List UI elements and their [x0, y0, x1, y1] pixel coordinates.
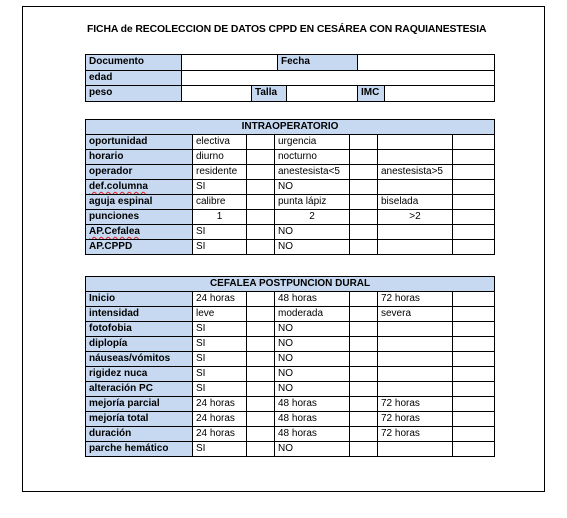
checkbox-cell[interactable] [350, 240, 378, 255]
row-label [86, 412, 193, 427]
checkbox-cell[interactable] [350, 427, 378, 442]
edad-value[interactable] [182, 70, 495, 86]
row-label [86, 135, 193, 150]
row-label-text: aguja espinal [89, 196, 153, 207]
checkbox-cell[interactable] [247, 225, 275, 240]
option-cell [378, 442, 453, 457]
option-cell: calibre [193, 195, 247, 210]
option-cell: biselada [378, 195, 453, 210]
checkbox-cell[interactable] [453, 397, 495, 412]
checkbox-cell[interactable] [453, 412, 495, 427]
row-label-text: intensidad [89, 308, 140, 319]
table-row [86, 240, 495, 255]
option-cell: 48 horas [275, 292, 350, 307]
cefalea-header: CEFALEA POSTPUNCION DURAL [86, 277, 495, 292]
checkbox-cell[interactable] [350, 225, 378, 240]
option-cell [378, 367, 453, 382]
row-label [86, 150, 193, 165]
checkbox-cell[interactable] [247, 195, 275, 210]
imc-label: IMC [358, 86, 384, 101]
option-cell: residente [193, 165, 247, 180]
option-cell: 72 horas [378, 412, 453, 427]
row-label-text: oportunidad [89, 136, 148, 147]
table-row [86, 427, 495, 442]
checkbox-cell[interactable] [247, 180, 275, 195]
row-label-text: fotofobia [89, 323, 132, 334]
checkbox-cell[interactable] [350, 195, 378, 210]
option-cell: SI [193, 240, 247, 255]
checkbox-cell[interactable] [350, 397, 378, 412]
row-label-text: Inicio [89, 293, 116, 304]
table-row [86, 180, 495, 195]
checkbox-cell[interactable] [350, 180, 378, 195]
checkbox-cell[interactable] [247, 382, 275, 397]
table-row [86, 195, 495, 210]
checkbox-cell[interactable] [453, 225, 495, 240]
option-cell: SI [193, 367, 247, 382]
checkbox-cell[interactable] [453, 442, 495, 457]
checkbox-cell[interactable] [247, 412, 275, 427]
checkbox-cell[interactable] [453, 322, 495, 337]
row-label [86, 165, 193, 180]
option-cell: punta lápiz [275, 195, 350, 210]
table-row [86, 412, 495, 427]
option-cell: NO [275, 180, 350, 195]
option-cell [378, 352, 453, 367]
option-cell [378, 382, 453, 397]
document-title: FICHA de RECOLECCION DE DATOS CPPD EN CESÁREA CON RAQUIANESTESIA [87, 24, 487, 35]
table-row [86, 382, 495, 397]
checkbox-cell[interactable] [453, 165, 495, 180]
table-row [86, 352, 495, 367]
intraoperatorio-table [85, 119, 495, 255]
checkbox-cell[interactable] [350, 382, 378, 397]
row-label [86, 240, 193, 255]
table-row [86, 292, 495, 307]
row-label-text: AP.Cefalea [89, 226, 140, 237]
checkbox-cell[interactable] [247, 210, 275, 225]
row-label [86, 427, 193, 442]
row-label-text: rigidez nuca [89, 368, 148, 379]
peso-label: peso [86, 86, 182, 102]
table-row [86, 225, 495, 240]
option-cell: >2 [378, 210, 453, 225]
checkbox-cell[interactable] [453, 210, 495, 225]
row-label [86, 195, 193, 210]
table-row [86, 150, 495, 165]
row-label-text: operador [89, 166, 133, 177]
table-row [86, 165, 495, 180]
row-label [86, 225, 193, 240]
documento-value[interactable] [182, 55, 278, 71]
row-label [86, 367, 193, 382]
option-cell: NO [275, 352, 350, 367]
option-cell [378, 225, 453, 240]
row-label-text: def.columna [89, 181, 148, 192]
checkbox-cell[interactable] [350, 412, 378, 427]
intraoperatorio-header: INTRAOPERATORIO [86, 120, 495, 135]
edad-label: edad [86, 70, 182, 86]
table-row [86, 397, 495, 412]
option-cell: NO [275, 382, 350, 397]
checkbox-cell[interactable] [350, 352, 378, 367]
option-cell: 72 horas [378, 292, 453, 307]
option-cell: SI [193, 352, 247, 367]
checkbox-cell[interactable] [453, 240, 495, 255]
checkbox-cell[interactable] [247, 240, 275, 255]
fecha-value[interactable] [358, 55, 495, 71]
option-cell: leve [193, 307, 247, 322]
patient-info-table [85, 54, 495, 102]
checkbox-cell[interactable] [350, 150, 378, 165]
checkbox-cell[interactable] [453, 337, 495, 352]
option-cell: NO [275, 225, 350, 240]
option-cell: 72 horas [378, 397, 453, 412]
checkbox-cell[interactable] [247, 135, 275, 150]
checkbox-cell[interactable] [453, 292, 495, 307]
checkbox-cell[interactable] [247, 292, 275, 307]
option-cell: nocturno [275, 150, 350, 165]
cefalea-table [85, 276, 495, 457]
checkbox-cell[interactable] [350, 322, 378, 337]
checkbox-cell[interactable] [350, 442, 378, 457]
option-cell: anestesista>5 [378, 165, 453, 180]
row-label [86, 352, 193, 367]
row-label [86, 382, 193, 397]
option-cell: SI [193, 225, 247, 240]
checkbox-cell[interactable] [453, 180, 495, 195]
option-cell: NO [275, 322, 350, 337]
option-cell: diurno [193, 150, 247, 165]
row-label [86, 210, 193, 225]
row-label-text: diplopía [89, 338, 128, 349]
checkbox-cell[interactable] [453, 307, 495, 322]
talla-label: Talla [252, 86, 286, 101]
table-row [86, 307, 495, 322]
row-label-text: alteración PC [89, 383, 153, 394]
option-cell: urgencia [275, 135, 350, 150]
option-cell [378, 180, 453, 195]
option-cell [378, 135, 453, 150]
row-label-text: punciones [89, 211, 140, 222]
row-label-text: AP.CPPD [89, 241, 133, 252]
checkbox-cell[interactable] [350, 292, 378, 307]
row-label [86, 337, 193, 352]
checkbox-cell[interactable] [453, 352, 495, 367]
table-row [86, 367, 495, 382]
row-label-text: parche hemático [89, 443, 169, 454]
option-cell: 24 horas [193, 292, 247, 307]
checkbox-cell[interactable] [350, 367, 378, 382]
option-cell: SI [193, 337, 247, 352]
row-label [86, 292, 193, 307]
option-cell: SI [193, 382, 247, 397]
checkbox-cell[interactable] [247, 307, 275, 322]
checkbox-cell[interactable] [453, 382, 495, 397]
option-cell: NO [275, 367, 350, 382]
checkbox-cell[interactable] [247, 397, 275, 412]
option-cell: severa [378, 307, 453, 322]
checkbox-cell[interactable] [350, 337, 378, 352]
imc-value[interactable] [384, 86, 494, 101]
talla-cell [252, 86, 358, 102]
row-label-text: horario [89, 151, 124, 162]
option-cell: SI [193, 180, 247, 195]
checkbox-cell[interactable] [350, 210, 378, 225]
row-label [86, 180, 193, 195]
row-label-text: mejoría total [89, 413, 149, 424]
option-cell: NO [275, 442, 350, 457]
row-label [86, 397, 193, 412]
checkbox-cell[interactable] [247, 352, 275, 367]
checkbox-cell[interactable] [350, 165, 378, 180]
checkbox-cell[interactable] [247, 427, 275, 442]
option-cell: 1 [193, 210, 247, 225]
option-cell: NO [275, 337, 350, 352]
table-row [86, 337, 495, 352]
option-cell: 72 horas [378, 427, 453, 442]
peso-value[interactable] [182, 86, 252, 102]
checkbox-cell[interactable] [350, 307, 378, 322]
option-cell [378, 150, 453, 165]
row-label [86, 307, 193, 322]
option-cell: moderada [275, 307, 350, 322]
checkbox-cell[interactable] [453, 367, 495, 382]
table-row [86, 442, 495, 457]
row-label-text: náuseas/vómitos [89, 353, 171, 364]
documento-label: Documento [86, 55, 182, 71]
table-row [86, 210, 495, 225]
option-cell: 24 horas [193, 397, 247, 412]
checkbox-cell[interactable] [247, 337, 275, 352]
checkbox-cell[interactable] [247, 150, 275, 165]
talla-value[interactable] [286, 86, 357, 101]
imc-cell [358, 86, 495, 102]
option-cell: 48 horas [275, 427, 350, 442]
option-cell: 24 horas [193, 427, 247, 442]
table-row [86, 135, 495, 150]
row-label-text: duración [89, 428, 132, 439]
checkbox-cell[interactable] [453, 135, 495, 150]
option-cell [378, 240, 453, 255]
checkbox-cell[interactable] [247, 322, 275, 337]
option-cell: SI [193, 442, 247, 457]
checkbox-cell[interactable] [350, 135, 378, 150]
option-cell [378, 322, 453, 337]
checkbox-cell[interactable] [453, 427, 495, 442]
option-cell: SI [193, 322, 247, 337]
option-cell: 2 [275, 210, 350, 225]
option-cell: electiva [193, 135, 247, 150]
option-cell: anestesista<5 [275, 165, 350, 180]
row-label-text: mejoría parcial [89, 398, 160, 409]
row-label [86, 322, 193, 337]
row-label [86, 442, 193, 457]
checkbox-cell[interactable] [247, 367, 275, 382]
checkbox-cell[interactable] [453, 150, 495, 165]
table-row [86, 322, 495, 337]
option-cell: 48 horas [275, 412, 350, 427]
checkbox-cell[interactable] [247, 442, 275, 457]
option-cell: NO [275, 240, 350, 255]
option-cell: 48 horas [275, 397, 350, 412]
option-cell: 24 horas [193, 412, 247, 427]
checkbox-cell[interactable] [453, 195, 495, 210]
fecha-label: Fecha [278, 55, 358, 71]
checkbox-cell[interactable] [247, 165, 275, 180]
option-cell [378, 337, 453, 352]
